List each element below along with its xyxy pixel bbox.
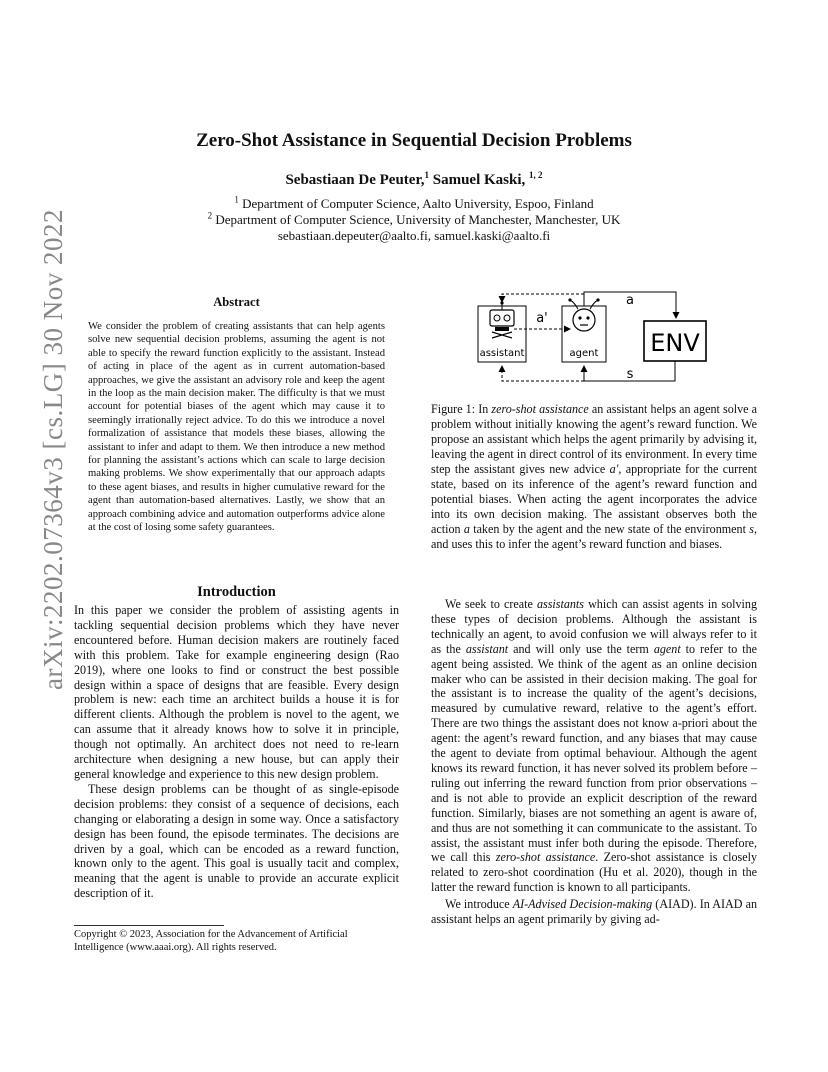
intro-paragraph-1: In this paper we consider the problem of assisting agents in tackling sequential decision problems which they have never encountered before. Human decision makers are routinely faced with this problem. Take for example engineering design (Rao 2019), where one looks to find or construct the best possible design within a space of designs that are feasible. Every design problem is new: each time an architect builds a house it is for different clients. Although the problem is novel to the agent, we can assume that it already knows how to solve it in principle, though not optimally. An architect does not need to re-learn architecture when designing a new house, but can apply their general knowledge and experience to this new design problem. [74,603,399,781]
copyright-notice: Copyright © 2023, Association for the Advancement of Artificial Intelligence (www.aaai.org). All rights reserved. [74,929,348,953]
footnote-rule [74,925,224,926]
assistant-label: assistant [479,348,525,359]
right-paragraph-2 [431,897,757,927]
figure-1-caption [431,402,757,552]
author-2-affil: 1, 2 [529,170,543,180]
caption-var-s: s [749,522,754,536]
abstract-heading: Abstract [213,295,260,309]
author-list [0,172,828,189]
author-2: Samuel Kaski, [432,172,526,188]
affiliation-1 [0,196,828,212]
arxiv-id: arXiv:2202.07364v3 [cs.LG] 30 Nov 2022 [38,209,68,690]
arxiv-sidebar [18,209,68,690]
rc-p1-a: We seek to create [445,597,537,611]
author-emails: sebastiaan.depeuter@aalto.fi, samuel.kaski@aalto.fi [277,228,551,243]
caption-var-a-prime: a′ [609,462,619,476]
state-label: s [626,367,634,382]
rc-p1-d: to refer to the agent being assisted. We think of the agent as an online decision maker who can be assisted in their decision making. The goal for the assistant is to increase the quality of the agent’s decisions, measured by cumulative reward, relative to the agent’s effort. There are two things the assistant does not know a-priori about the agent: the agent’s reward function, and any biases that may cause the agent to deviate from optimal behaviour. Although the agent knows its reward function, it has never solved its problem before – ruling out inferring the reward function from prior observations – and is not able to provide an explicit description of the reward function. Similarly, biases are not something an agent is aware of, and thus are not something it can communicate to the assistant. To assist, the assistant must infer both during the episode. Therefore, we call this [431,641,758,865]
caption-body-3: taken by the agent and the new state of the environment [469,522,750,536]
rc-p1-b: which can assist agents in solving these types of decision problems. Although the assistant is technically an agent, to avoid confusion we will always refer to it as the [431,597,757,656]
caption-body-2: , appropriate for the current state, based on its inference of the agent’s reward function and potential biases. When acting the agent incorporates the advice into its own decision making. The assistant observes both the action [431,462,757,536]
rc-p2-b: (AIAD). In AIAD an assistant helps an agent primarily by giving ad- [431,897,758,927]
figure-1-diagram [470,288,716,388]
introduction-body [74,603,399,901]
robot-icon [490,301,514,338]
affil-2-marker: 2 [207,210,213,221]
affil-1-text: Department of Computer Science, Aalto University, Espoo, Finland [242,196,594,211]
caption-body-4: , and uses this to infer the agent’s reward function and biases. [431,522,757,551]
intro-paragraph-2: These design problems can be thought of as single-episode decision problems: they consist of a sequence of decisions, each changing or elaborating a design in some way. Once a satisfactory design has been found, the episode terminates. The decisions are driven by a goal, which can be encoded as a reward function, known only to the agent. This goal is usually tacit and complex, meaning that the agent is unable to provide an accurate explicit description of it. [74,781,399,901]
affil-1-marker: 1 [234,194,239,205]
author-1-affil: 1 [424,170,429,180]
rc-p1-e: . Zero-shot assistance is closely related to zero-shot coordination (Hu et al. 2020), though in the latter the reward function is known to all participants. [431,850,757,895]
introduction-heading: Introduction [197,584,276,600]
rc-p1-em4: zero-shot assistance [495,850,596,865]
advice-label: a' [536,311,548,326]
author-1: Sebastiaan De Peuter, [285,172,425,188]
affiliation-2 [0,212,828,228]
right-paragraph-1 [431,597,757,895]
rc-p1-em3: agent [653,641,681,656]
affil-2-text: Department of Computer Science, University of Manchester, Manchester, UK [215,212,621,227]
caption-var-a: a [463,522,470,536]
rc-p1-em1: assistants [536,597,584,611]
rc-p2-em: AI-Advised Decision-making [512,897,653,912]
state-observe-arrow [502,366,584,381]
abstract-text: We consider the problem of creating assistants that can help agents solve new sequential decision problems, assuming the agent is not able to specify the reward function explicitly to the assistant. Instead of acting in place of the agent as in current automation-based approaches, we give the assistant an advisory role and keep the agent in the loop as the main decision maker. The difficulty is that we must account for potential biases of the agent which may cause it to seemingly irrationally reject advice. To do this we introduce a novel formalization of assistance that models these biases, allowing the assistant to infer and adapt to them. We then introduce a new method for planning the assistant’s actions which can scale to large decision making problems. We show experimentally that our approach adapts to these agent biases, and results in higher cumulative reward for the agent than automation-based alternatives. Lastly, we show that an approach combining advice and automation outperforms advice alone at the cost of losing some safety guarantees. [88,321,385,534]
caption-prefix: Figure 1: In [431,402,492,416]
action-label: a [626,293,634,308]
agent-label: agent [569,348,599,359]
rc-p2-a: We introduce [445,897,513,912]
right-column-body [431,597,757,927]
caption-body-1: an assistant helps an agent solve a problem without initially knowing the agent’s reward function. We propose an assistant which helps the agent primarily by advising it, leaving the agent in direct control of its environment. In every time step the assistant gives new advice [431,402,757,476]
rc-p1-em2: assistant [465,641,509,656]
env-label: ENV [650,329,700,357]
rc-p1-c: and will only use the term [508,641,654,656]
paper-title: Zero-Shot Assistance in Sequential Decision Problems [196,130,632,151]
caption-emphasis: zero-shot assistance [491,402,589,416]
